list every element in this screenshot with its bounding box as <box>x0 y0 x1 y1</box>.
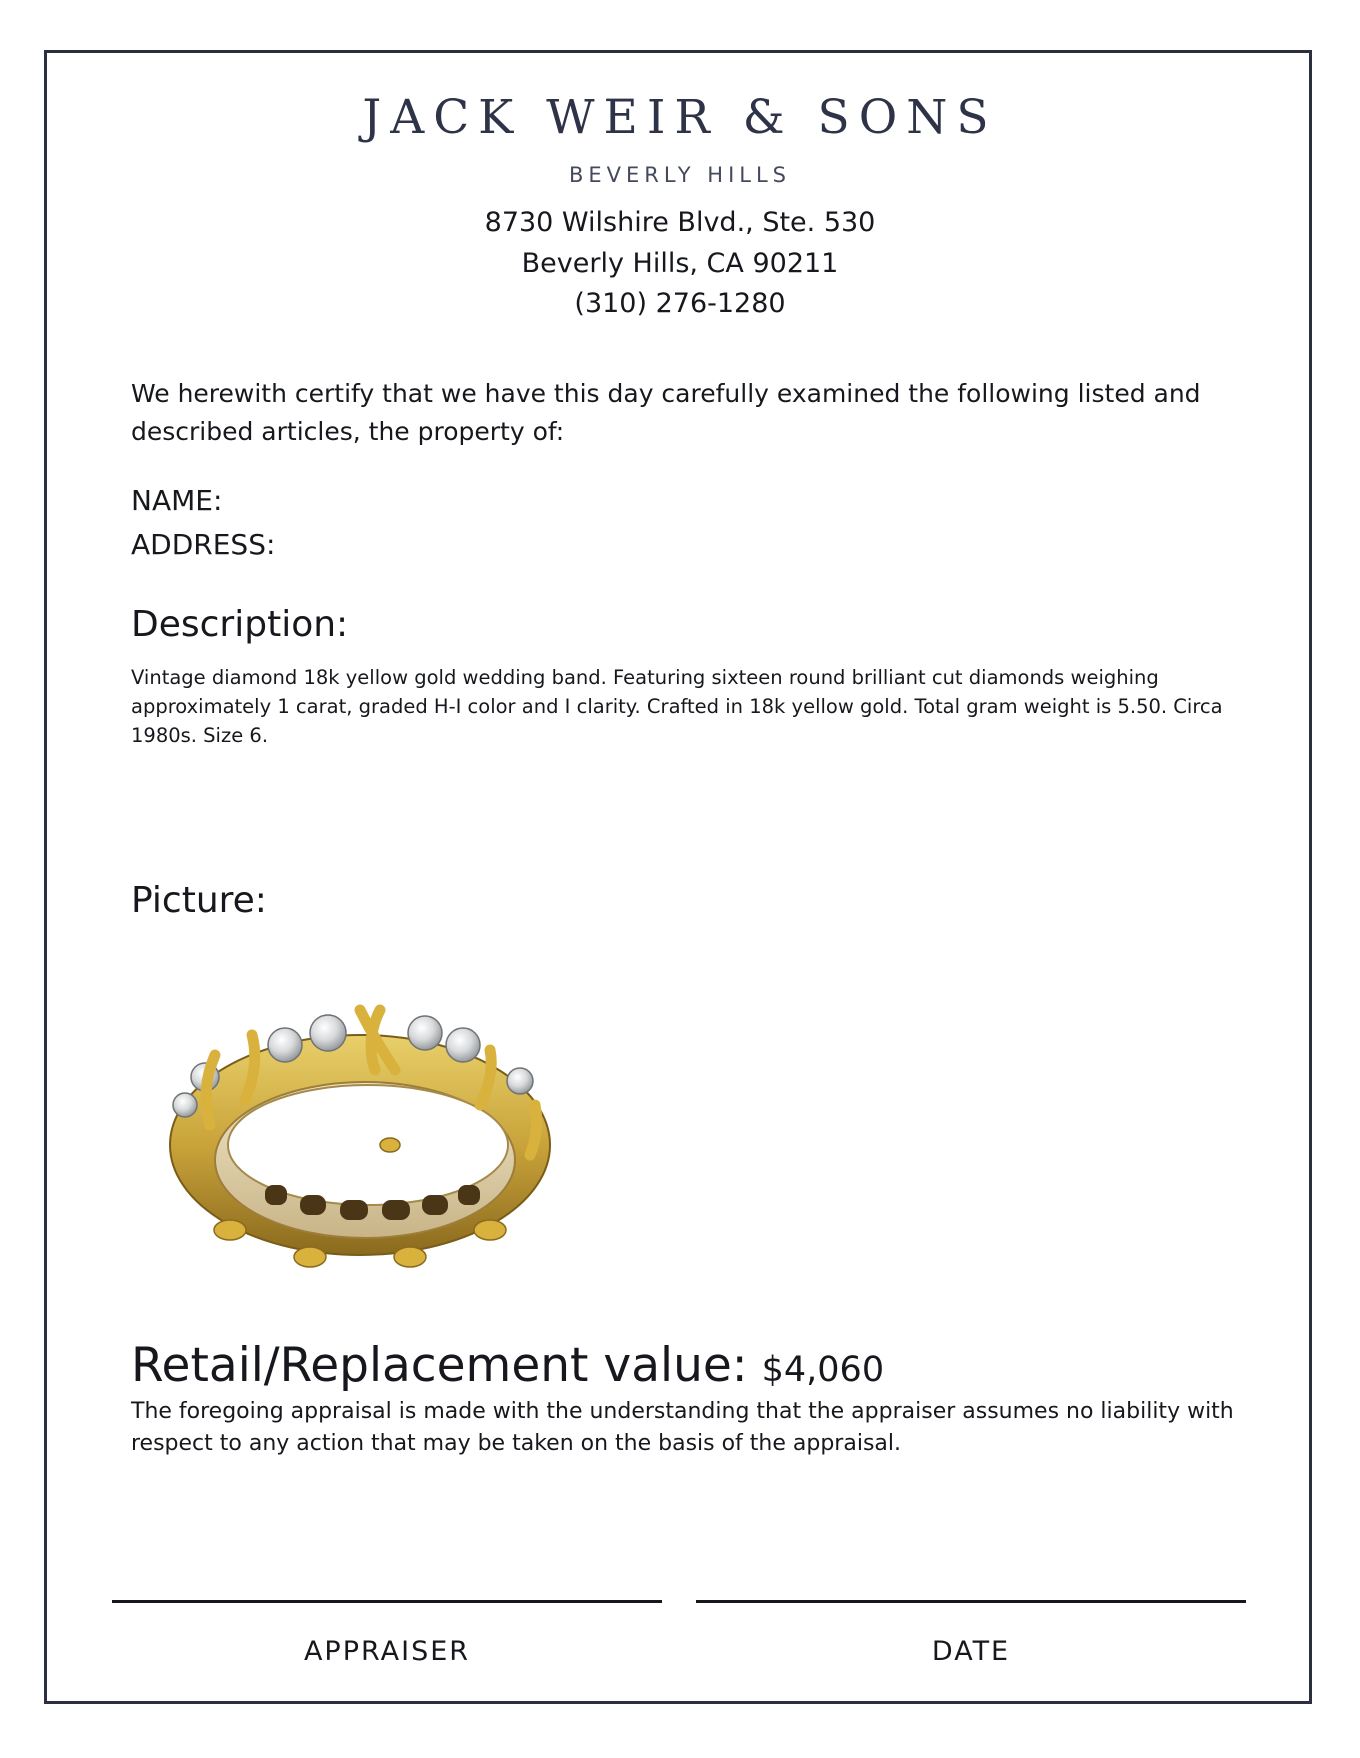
brand-location: BEVERLY HILLS <box>568 163 792 187</box>
value-line <box>131 1338 884 1393</box>
value-amount: $4,060 <box>761 1350 885 1390</box>
certification-text: We herewith certify that we have this day carefully examined the following listed and described articles, the property of: <box>131 379 1201 446</box>
appraiser-label: APPRAISER <box>303 1636 471 1667</box>
disclaimer-text: The foregoing appraisal is made with the understanding that the appraiser assumes no liability with respect to any action that may be taken on the basis of the appraisal. <box>131 1399 1234 1456</box>
phone-number: (310) 276-1280 <box>574 288 786 319</box>
brand-name: JACK WEIR & SONS <box>362 90 998 145</box>
description-heading: Description: <box>131 604 349 645</box>
address-field-label: ADDRESS: <box>131 528 276 561</box>
address-city: Beverly Hills, CA 90211 <box>521 248 839 279</box>
picture-heading: Picture: <box>131 880 267 921</box>
ring-photo <box>160 995 580 1285</box>
date-label: DATE <box>931 1636 1011 1667</box>
value-label: Retail/Replacement value: <box>131 1338 748 1393</box>
description-text: Vintage diamond 18k yellow gold wedding band. Featuring sixteen round brilliant cut diamonds weighing approximately 1 carat, graded H-I color and I clarity. Crafted in 18k yellow gold. Total gram weight is 5.50. Circa 1980s. Size 6. <box>131 666 1223 747</box>
date-signature-line <box>696 1600 1246 1603</box>
name-field-label: NAME: <box>131 484 223 517</box>
appraiser-signature-line <box>112 1600 662 1603</box>
address-street: 8730 Wilshire Blvd., Ste. 530 <box>484 207 876 238</box>
